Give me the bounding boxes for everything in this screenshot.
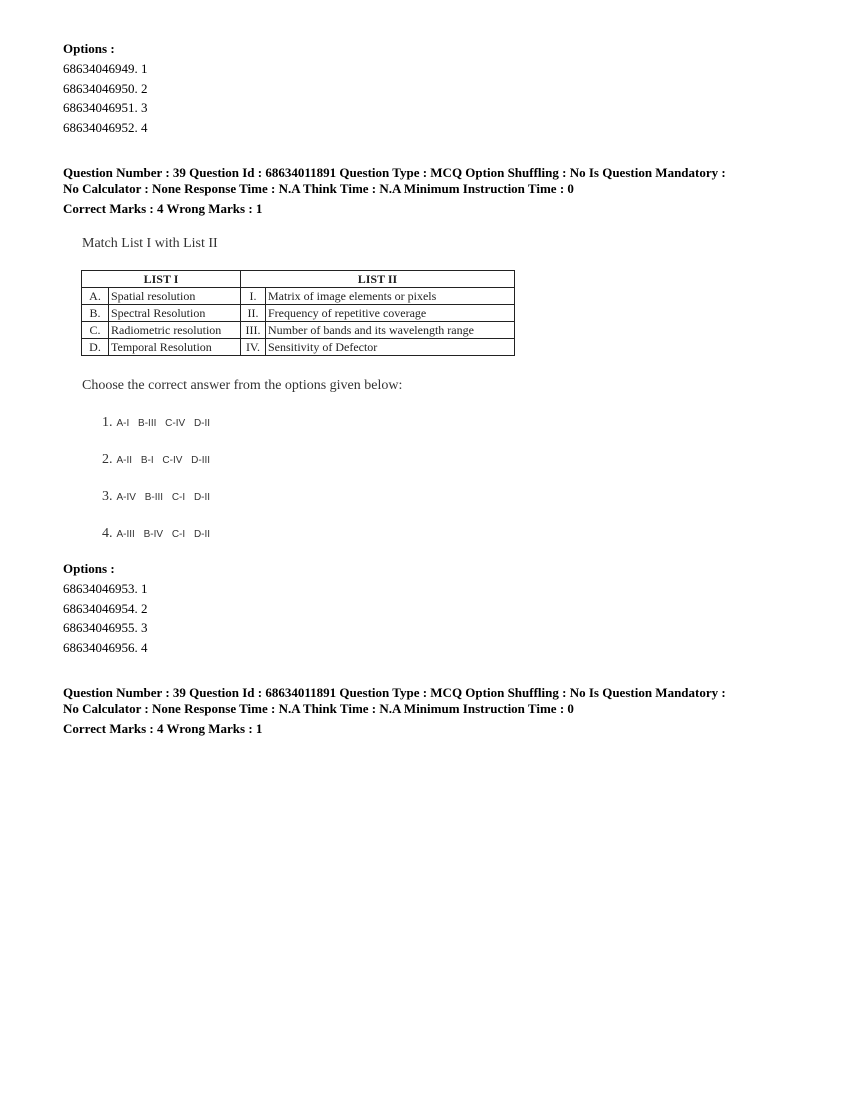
option-item: 68634046955. 3 [63, 620, 148, 635]
table-row [82, 288, 515, 305]
answer-choice [102, 415, 210, 431]
list-1-header: LIST I [82, 271, 241, 288]
list-1-letter: C. [82, 322, 109, 339]
option-item: 68634046953. 1 [63, 581, 148, 596]
question-header-line2: No Calculator : None Response Time : N.A Think Time : N.A Minimum Instruction Time : 0 [63, 701, 574, 716]
table-row [82, 305, 515, 322]
list-2-numeral: IV. [241, 339, 266, 356]
list-1-item: Radiometric resolution [109, 322, 241, 339]
table-header-row [82, 271, 515, 288]
option-item: 68634046954. 2 [63, 601, 148, 616]
list-2-item: Matrix of image elements or pixels [266, 288, 515, 305]
answer-choice [102, 526, 210, 542]
list-2-header: LIST II [241, 271, 515, 288]
question-marks: Correct Marks : 4 Wrong Marks : 1 [63, 201, 263, 216]
answer-number: 3. [102, 489, 113, 504]
answer-codes: A-III B-IV C-I D-II [116, 529, 211, 540]
options-label: Options : [63, 41, 115, 56]
list-1-item: Spectral Resolution [109, 305, 241, 322]
list-2-numeral: II. [241, 305, 266, 322]
answer-choice [102, 489, 210, 505]
list-2-item: Frequency of repetitive coverage [266, 305, 515, 322]
table-row [82, 339, 515, 356]
question-header-line2: No Calculator : None Response Time : N.A Think Time : N.A Minimum Instruction Time : 0 [63, 181, 574, 196]
answer-codes: A-II B-I C-IV D-III [116, 455, 211, 466]
table-row [82, 322, 515, 339]
list-1-letter: B. [82, 305, 109, 322]
options-label: Options : [63, 561, 115, 576]
question-header-line1: Question Number : 39 Question Id : 68634011891 Question Type : MCQ Option Shuffling : No Is Question Mandatory : [63, 165, 726, 180]
question-prompt: Match List I with List II [82, 236, 218, 251]
list-1-item: Temporal Resolution [109, 339, 241, 356]
match-list-table [81, 270, 515, 356]
question-header-line1: Question Number : 39 Question Id : 68634011891 Question Type : MCQ Option Shuffling : No Is Question Mandatory : [63, 685, 726, 700]
option-item: 68634046949. 1 [63, 61, 148, 76]
answer-number: 4. [102, 526, 113, 541]
answer-choice [102, 452, 210, 468]
list-1-letter: D. [82, 339, 109, 356]
choose-instruction: Choose the correct answer from the options given below: [82, 378, 403, 393]
list-2-numeral: III. [241, 322, 266, 339]
list-2-item: Sensitivity of Defector [266, 339, 515, 356]
option-item: 68634046951. 3 [63, 100, 148, 115]
list-2-numeral: I. [241, 288, 266, 305]
question-marks: Correct Marks : 4 Wrong Marks : 1 [63, 721, 263, 736]
option-item: 68634046956. 4 [63, 640, 148, 655]
answer-number: 2. [102, 452, 113, 467]
list-1-letter: A. [82, 288, 109, 305]
answer-codes: A-I B-III C-IV D-II [116, 418, 211, 429]
list-2-item: Number of bands and its wavelength range [266, 322, 515, 339]
list-1-item: Spatial resolution [109, 288, 241, 305]
answer-number: 1. [102, 415, 113, 430]
option-item: 68634046950. 2 [63, 81, 148, 96]
option-item: 68634046952. 4 [63, 120, 148, 135]
answer-codes: A-IV B-III C-I D-II [116, 492, 211, 503]
